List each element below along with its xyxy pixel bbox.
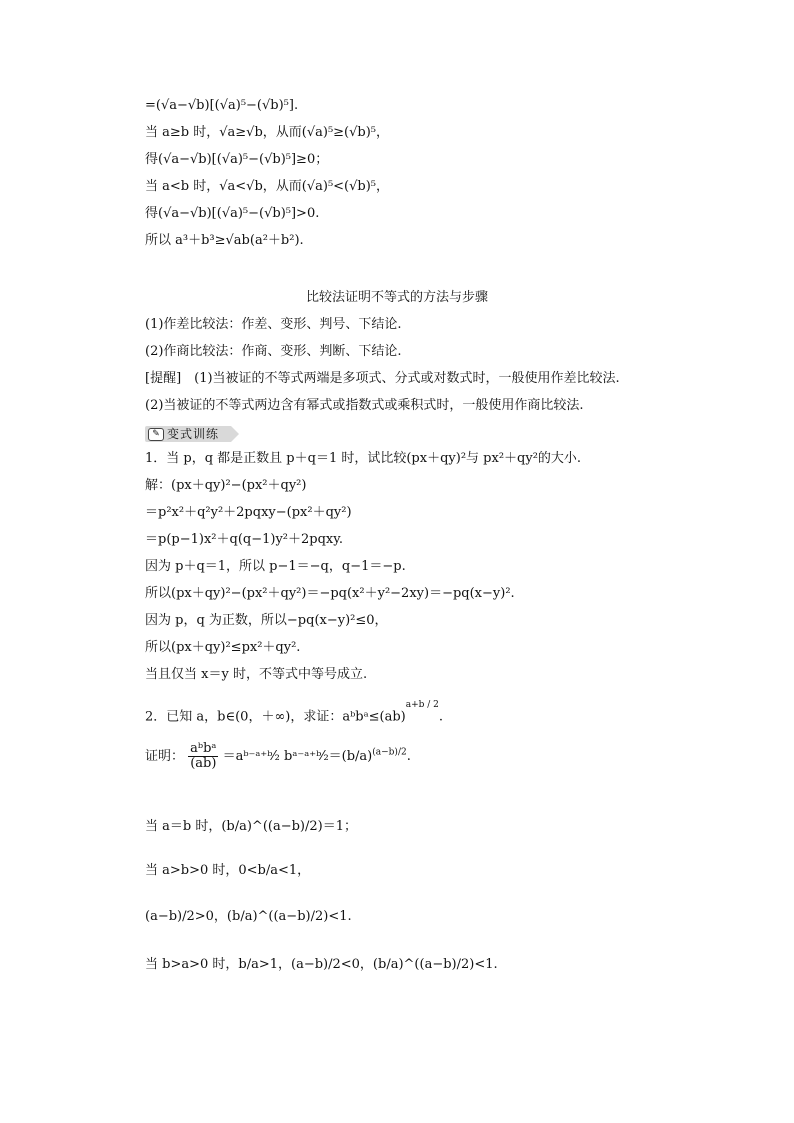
proof-line: 所以 a³＋b³≥√ab(a²＋b²). [145,233,304,248]
solution-line: 因为 p，q 为正数，所以−pq(x−y)²≤0， [145,613,388,628]
case-line: 当 a＝b 时，(b/a)^((a−b)/2)＝1； [145,819,357,834]
proof-line: 当 a<b 时，√a<√b，从而(√a)⁵<(√b)⁵， [145,179,390,194]
solution-line: 当且仅当 x＝y 时，不等式中等号成立. [145,667,368,682]
solution-line: ＝p(p−1)x²＋q(q−1)y²＋2pqxy. [145,532,343,547]
proof-result: ＝aᵇ⁻ᵃ⁺ᵇ⁄₂ bᵃ⁻ᵃ⁺ᵇ⁄₂＝(b/a) [222,749,373,764]
solution-line: 所以(px＋qy)²≤px²＋qy². [145,640,301,655]
method-item: (2)作商比较法：作商、变形、判断、下结论. [145,344,402,359]
section-title: 比较法证明不等式的方法与步骤 [305,290,488,305]
case-line: 当 a>b>0 时，0<b/a<1， [145,863,311,878]
reminder-text: [提醒] (1)当被证的不等式两端是多项式、分式或对数式时，一般使用作差比较法. [145,371,620,386]
practice-icon: ✎ [148,428,164,441]
fraction-numerator: aᵇbᵃ [190,741,217,756]
proof-label: 证明： [145,749,185,764]
reminder-text-2: (2)当被证的不等式两边含有幂式或指数式或乘积式时，一般使用作商比较法. [145,398,584,413]
method-item: (1)作差比较法：作差、变形、判号、下结论. [145,317,402,332]
case-line: 当 b>a>0 时，b/a>1，(a−b)/2<0，(b/a)^((a−b)/2)<1. [145,957,498,972]
exercise-statement-2: 2．已知 a，b∈(0，＋∞)，求证：aᵇbᵃ≤(ab)$^{a+b / 2}$. [145,700,444,725]
proof-fraction-line: 证明： $\frac{\text{aᵇbᵃ}}{(ab)}$ ＝aᵇ⁻ᵃ⁺ᵇ⁄₂ $bᵃ^-ᵃ^+ᵇ⁄_2=(b/a)^{(a-b)/2}$. [145,741,411,771]
badge-label: 变式训练 [167,427,220,441]
proof-line: 得(√a−√b)[(√a)⁵−(√b)⁵]>0. [145,206,320,221]
proof-line: 当 a≥b 时，√a≥√b，从而(√a)⁵≥(√b)⁵， [145,125,390,140]
solution-line: 所以(px＋qy)²−(px²＋qy²)＝−pq(x²＋y²−2xy)＝−pq(x−y)². [145,586,515,601]
solution-line: ＝p²x²＋q²y²＋2pqxy−(px²＋qy²) [145,505,352,520]
practice-badge [145,426,231,442]
exercise-statement: 1．当 p，q 都是正数且 p＋q＝1 时，试比较(px＋qy)²与 px²＋qy²的大小. [145,451,582,466]
solution-line: 因为 p＋q＝1，所以 p−1＝−q，q−1＝−p. [145,559,406,574]
fraction-denominator: (ab) [190,756,217,771]
proof-line: 得(√a−√b)[(√a)⁵−(√b)⁵]≥0； [145,152,329,167]
statement-text: 2．已知 a，b∈(0，＋∞)，求证：aᵇbᵃ≤(ab) [145,709,406,725]
statement-exponent: a+b / 2 [405,700,439,710]
proof-line: =(√a−√b)[(√a)⁵−(√b)⁵]. [145,98,299,113]
case-line: (a−b)/2>0，(b/a)^((a−b)/2)<1. [145,909,352,924]
solution-line: 解：(px＋qy)²−(px²＋qy²) [145,478,307,493]
quotient-fraction [188,742,218,771]
